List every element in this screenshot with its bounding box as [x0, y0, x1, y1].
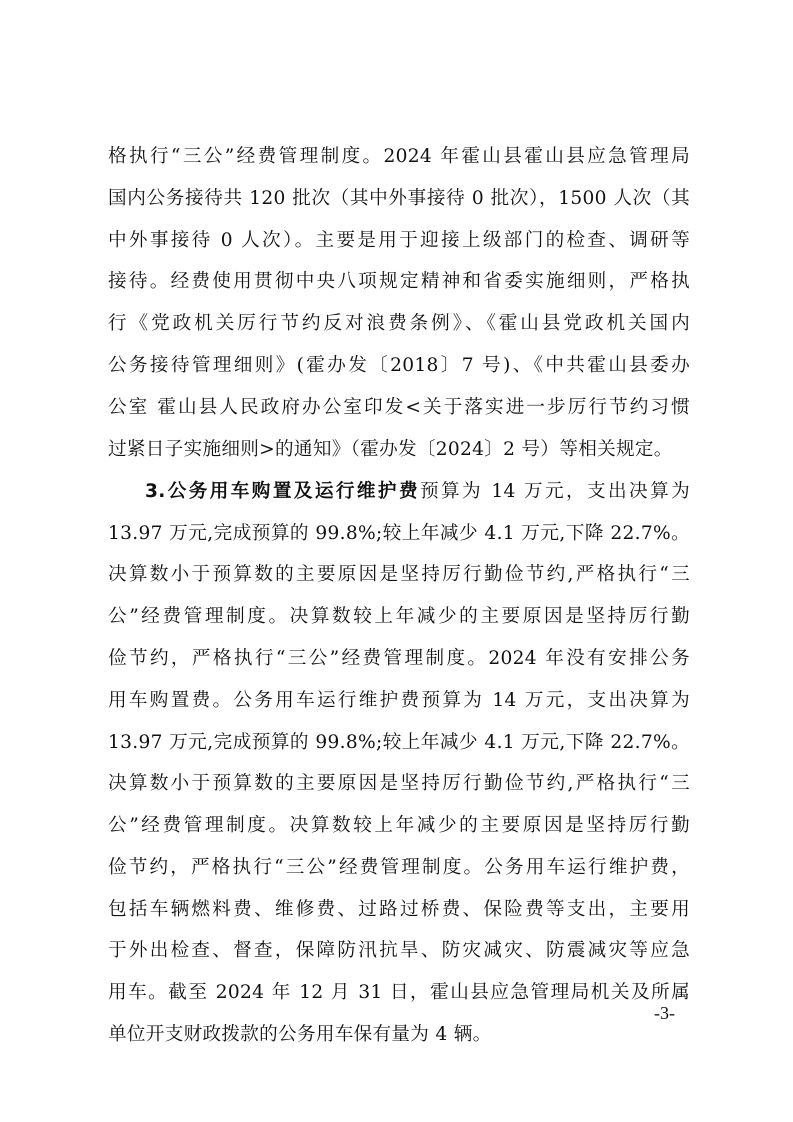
section-3-text: 预算为 14 万元，支出决算为 [419, 481, 690, 502]
body-line: 接待。经费使用贯彻中央八项规定精神和省委实施细则，严格执 [108, 271, 690, 292]
body-line: 包括车辆燃料费、维修费、过路过桥费、保险费等支出，主要用 [108, 899, 690, 920]
body-line: 13.97 万元,完成预算的 99.8%;较上年减少 4.1 万元,下降 22.7%。 [108, 523, 690, 544]
body-line: 过紧日子实施细则>的通知》（霍办发〔2024〕2 号）等相关规定。 [108, 439, 673, 460]
body-line: 格执行“三公”经费管理制度。2024 年霍山县霍山县应急管理局 [108, 146, 690, 167]
section-3-first-line [108, 481, 690, 503]
body-line: 决算数小于预算数的主要原因是坚持厉行勤俭节约,严格执行“三 [108, 773, 690, 794]
body-line: 决算数小于预算数的主要原因是坚持厉行勤俭节约,严格执行“三 [108, 564, 690, 585]
body-line: 用车购置费。公务用车运行维护费预算为 14 万元，支出决算为 [108, 690, 690, 711]
body-line: 13.97 万元,完成预算的 99.8%;较上年减少 4.1 万元,下降 22.7%。 [108, 732, 690, 753]
body-line: 公务接待管理细则》(霍办发〔2018〕7 号)、《中共霍山县委办 [108, 355, 690, 376]
page-number: -3- [654, 1003, 675, 1023]
body-line: 公”经费管理制度。决算数较上年减少的主要原因是坚持厉行勤 [108, 606, 690, 627]
body-line: 公室 霍山县人民政府办公室印发<关于落实进一步厉行节约习惯 [108, 397, 690, 418]
body-line: 中外事接待 0 人次）。主要是用于迎接上级部门的检查、调研等 [108, 230, 690, 251]
body-line: 公”经费管理制度。决算数较上年减少的主要原因是坚持厉行勤 [108, 815, 690, 836]
section-3-heading: 3.公务用车购置及运行维护费 [145, 481, 420, 502]
body-line: 行《党政机关厉行节约反对浪费条例》、《霍山县党政机关国内 [108, 313, 690, 334]
body-line: 用车。截至 2024 年 12 月 31 日，霍山县应急管理局机关及所属 [108, 982, 690, 1003]
body-line: 于外出检查、督查，保障防汛抗旱、防灾减灾、防震减灾等应急 [108, 940, 690, 961]
body-line: 单位开支财政拨款的公务用车保有量为 4 辆。 [108, 1024, 492, 1045]
body-line: 俭节约，严格执行“三公”经费管理制度。公务用车运行维护费， [108, 857, 690, 878]
body-line: 俭节约，严格执行“三公”经费管理制度。2024 年没有安排公务 [108, 648, 690, 669]
body-line: 国内公务接待共 120 批次（其中外事接待 0 批次），1500 人次（其 [108, 188, 690, 209]
